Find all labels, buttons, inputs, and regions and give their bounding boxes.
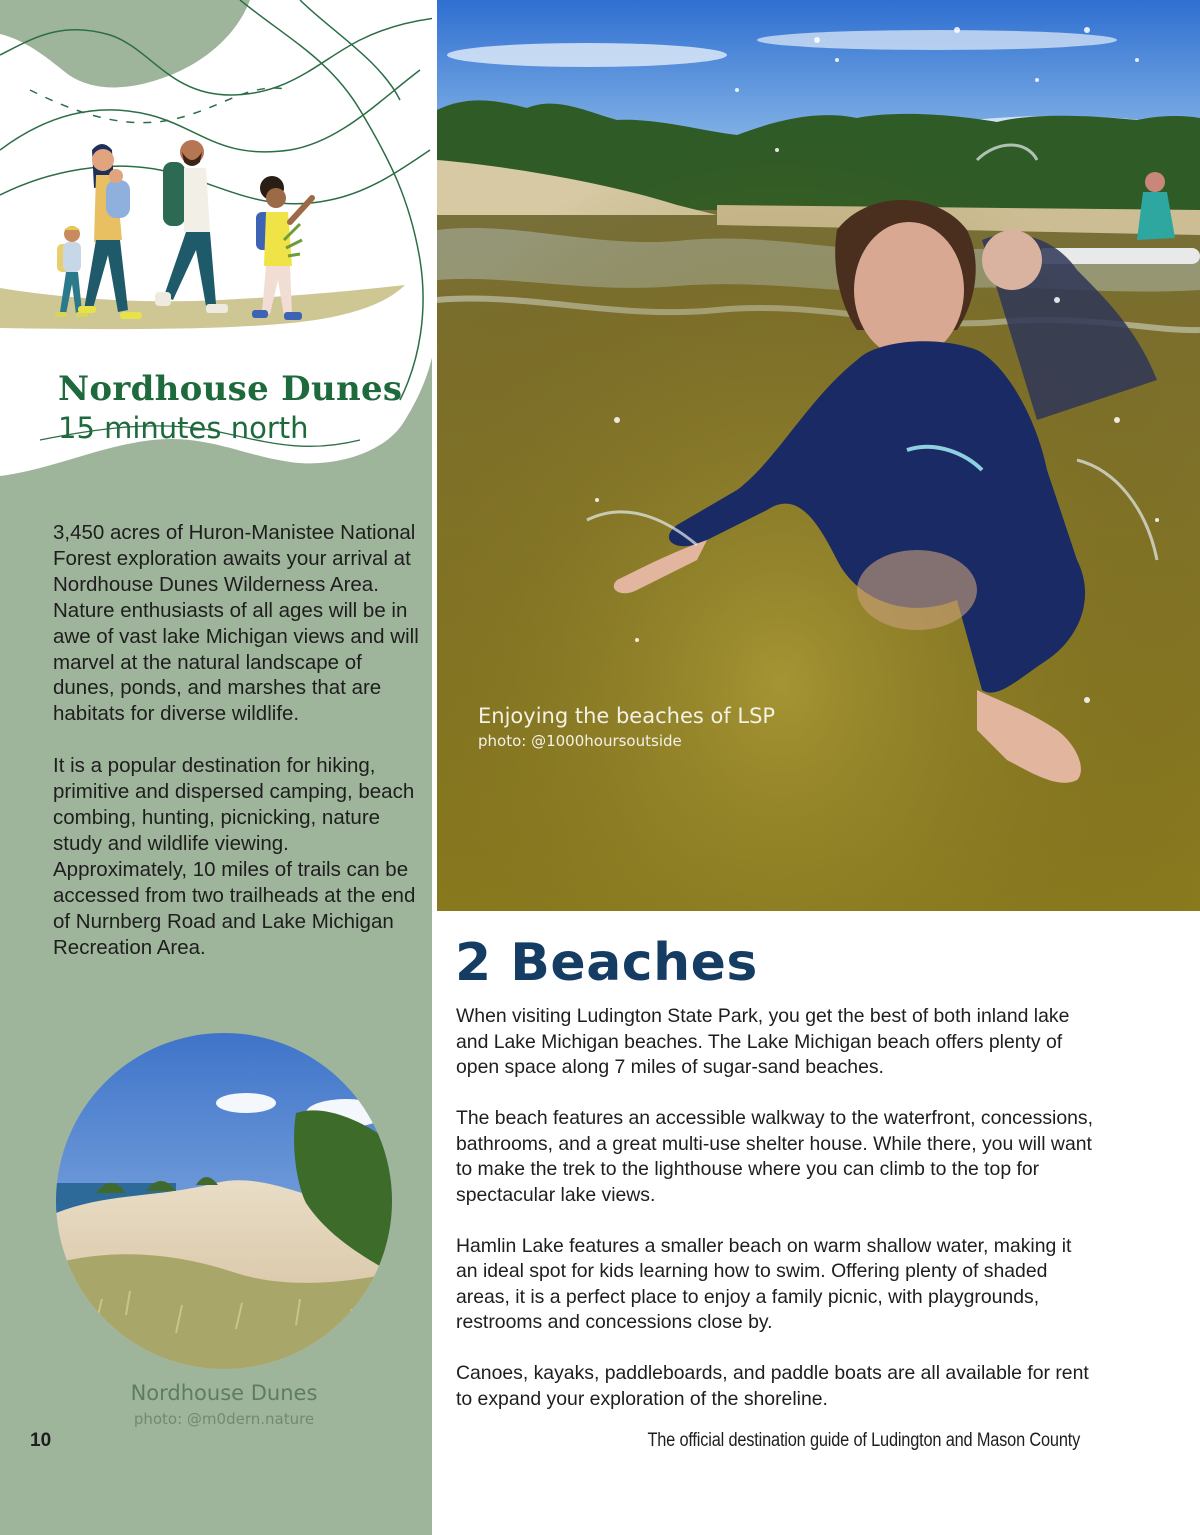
nordhouse-body — [53, 520, 423, 987]
nordhouse-photo-credit: photo: @m0dern.nature — [133, 1410, 315, 1428]
nordhouse-heading — [58, 368, 428, 446]
beach-hero-photo — [437, 0, 1200, 911]
beaches-paragraph: Canoes, kayaks, paddleboards, and paddle boats are all available for rent to expand your exploration of the shoreline. — [456, 1362, 1089, 1410]
beaches-body — [456, 1004, 1096, 1438]
hero-caption-title: Enjoying the beaches of LSP — [478, 704, 776, 728]
nordhouse-paragraph: It is a popular destination for hiking, primitive and dispersed camping, beach combing, hunting, picnicking, nature study and wildlife viewing. Approximately, 10 miles of trails can be accessed from two trailheads at the end of Nurnberg Road and Lake Michigan Recreation Area. — [53, 754, 416, 959]
beaches-paragraph: The beach features an accessible walkway to the waterfront, concessions, bathrooms, and a great multi-use shelter house. While there, you will want to make the trek to the lighthouse where you can climb to the top for spectacular lake views. — [456, 1107, 1093, 1206]
hero-photo-credit: photo: @1000hoursoutside — [478, 732, 682, 750]
beaches-paragraph: When visiting Ludington State Park, you get the best of both inland lake and Lake Michigan beaches. The Lake Michigan beach offers plenty of open space along 7 miles of sugar-sand beaches. — [456, 1005, 1070, 1078]
nordhouse-paragraph: 3,450 acres of Huron-Manistee National Forest exploration awaits your arrival at Nordhouse Dunes Wilderness Area. Nature enthusiasts of all ages will be in awe of vast lake Michigan views and will marvel at the natural landscape of dunes, ponds, and marshes that are habitats for diverse wildlife. — [53, 521, 419, 726]
nordhouse-caption-title: Nordhouse Dunes — [130, 1381, 318, 1405]
beaches-paragraph: Hamlin Lake features a smaller beach on warm shallow water, making it an ideal spot for kids learning how to swim. Offering plenty of shaded areas, it is a perfect place to enjoy a family picnic, with playgrounds, restrooms and concessions close by. — [456, 1234, 1072, 1333]
page-number: 10 — [30, 1430, 52, 1451]
sidebar-panel — [0, 0, 432, 1535]
nordhouse-title: Nordhouse Dunes — [58, 369, 403, 409]
hero-photo-caption — [478, 702, 878, 752]
nordhouse-subtitle: 15 minutes north — [58, 411, 309, 445]
nordhouse-dunes-photo — [56, 1033, 392, 1369]
nordhouse-photo-caption — [56, 1380, 392, 1430]
footer-tagline: The official destination guide of Ludington and Mason County — [647, 1430, 1080, 1451]
beaches-title: 2 Beaches — [455, 933, 758, 993]
